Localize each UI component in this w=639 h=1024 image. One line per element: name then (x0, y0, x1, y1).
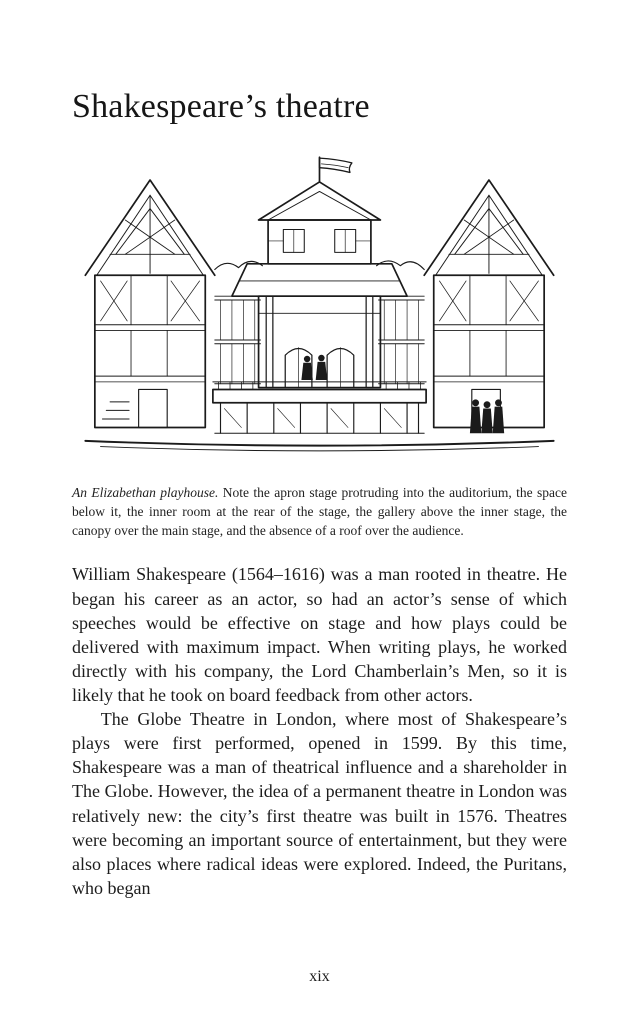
page-title: Shakespeare’s theatre (72, 88, 370, 125)
caption-lead: An Elizabethan playhouse. (72, 485, 219, 500)
elizabethan-playhouse-illustration (72, 152, 567, 467)
caption-text: Note the apron stage protruding into the auditorium, the space below it, the inner room at the rear of the stage, the gallery above the inner stage, the canopy over the main stage, and the absence of a roof over the audience. (72, 485, 567, 539)
page-footer (0, 968, 639, 986)
playhouse-figure (72, 152, 567, 540)
page-number: xix (309, 968, 330, 985)
paragraph-2: The Globe Theatre in London, where most of Shakespeare’s plays were first performed, opened in 1599. By this time, Shakespeare was a man of theatrical influence and a shareholder in The Globe. However, the idea of a permanent theatre in London was relatively new: the city’s first theatre was built in 1576. Theatres were becoming an important source of entertainment, but they were also places where radical ideas were explored. Indeed, the Puritans, who began (72, 709, 567, 898)
paragraph-1: William Shakespeare (1564–1616) was a man rooted in theatre. He began his career as an actor, so had an actor’s sense of which speeches would be effective on stage and how plays could be delivered with maximum impact. When writing plays, he worked directly with his company, the Lord Chamberlain’s Men, so it is likely that he took on board feedback from other actors. (72, 564, 567, 706)
illustration-container (72, 152, 567, 467)
figure-caption (72, 483, 567, 540)
body-text (72, 562, 567, 900)
